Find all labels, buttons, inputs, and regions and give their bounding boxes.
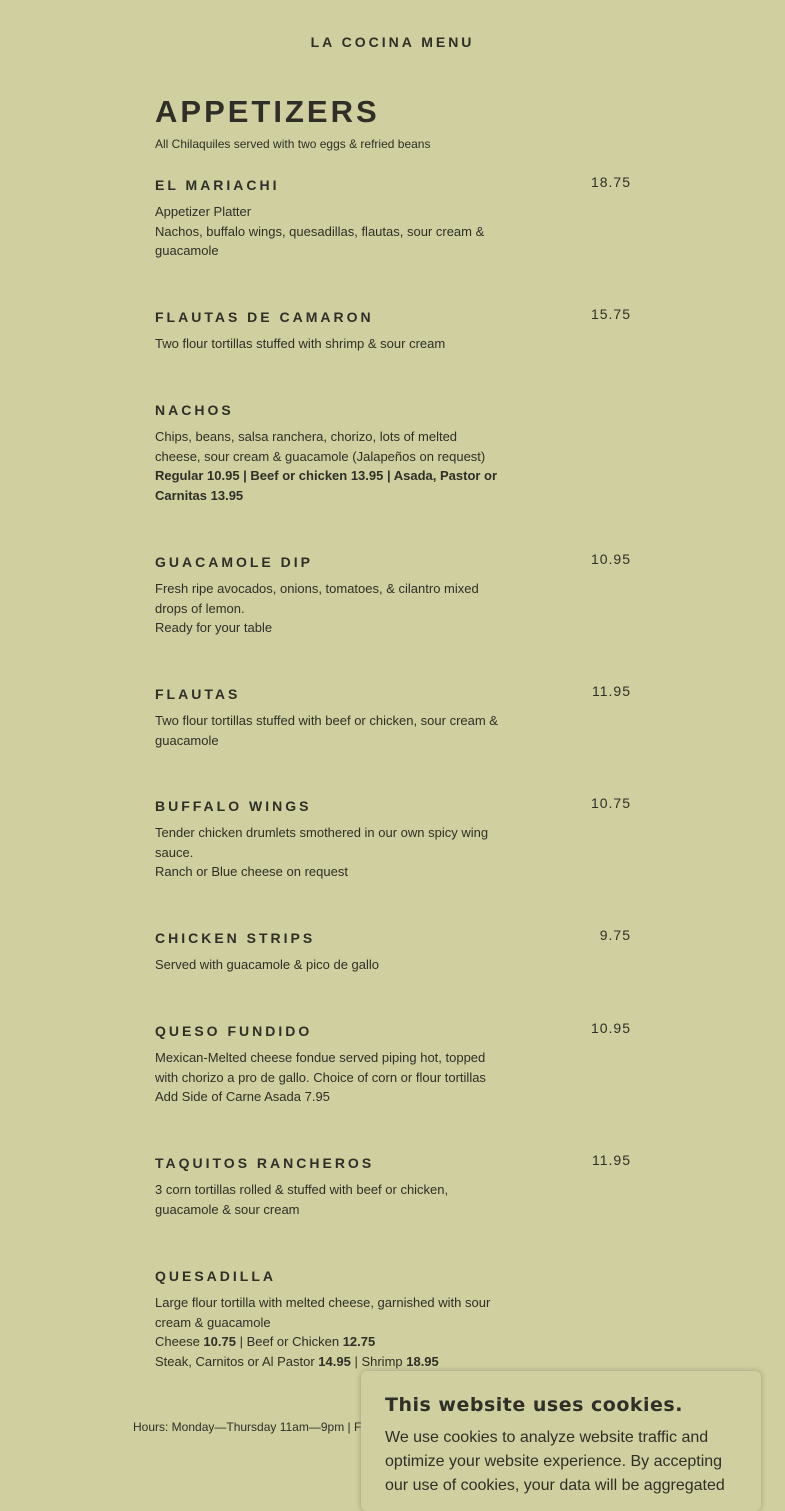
description-line: Fresh ripe avocados, onions, tomatoes, & cilantro mixed drops of lemon. — [155, 581, 479, 616]
item-description — [155, 579, 505, 638]
menu-item-nachos — [155, 401, 631, 505]
item-name: CHICKEN STRIPS — [155, 930, 316, 946]
description-line: Appetizer Platter — [155, 204, 252, 219]
description-line: Ready for your table — [155, 620, 273, 635]
menu-item-chicken-strips — [155, 929, 631, 975]
item-name: GUACAMOLE DIP — [155, 554, 313, 570]
menu-item-flautas — [155, 685, 631, 750]
cookie-banner — [361, 1371, 761, 1511]
description-line: Mexican-Melted cheese fondue served piping hot, topped with chorizo a pro de gallo. Choice of corn or flour tortillas — [155, 1050, 486, 1085]
site-title[interactable]: LA COCINA MENU — [310, 34, 475, 50]
item-description — [155, 1048, 505, 1107]
item-price: 10.95 — [590, 551, 631, 567]
item-price: 11.95 — [592, 683, 631, 699]
price-options: Regular 10.95 | Beef or chicken 13.95 | Asada, Pastor or Carnitas 13.95 — [155, 468, 498, 503]
description-line: Chips, beans, salsa ranchera, chorizo, lots of melted cheese, sour cream & guacamole (Jalapeños on request) — [155, 429, 486, 464]
description-line: Nachos, buffalo wings, quesadillas, flautas, sour cream & guacamole — [155, 223, 485, 258]
description-line: Tender chicken drumlets smothered in our own spicy wing sauce. — [155, 825, 489, 860]
description-line: Served with guacamole & pico de gallo — [155, 957, 380, 972]
item-name: QUESO FUNDIDO — [155, 1023, 313, 1039]
item-description — [155, 1180, 505, 1219]
menu-item-flautas-de-camaron — [155, 308, 631, 354]
price-option-row: Cheese 10.75 | Beef or Chicken 12.75 — [155, 1334, 376, 1349]
price-option-row: Steak, Carnitos or Al Pastor 14.95 | Shrimp 18.95 — [155, 1353, 439, 1369]
description-line: Two flour tortillas stuffed with beef or chicken, sour cream & guacamole — [155, 713, 498, 748]
item-name: NACHOS — [155, 402, 234, 418]
menu-item-taquitos-rancheros — [155, 1154, 631, 1219]
item-price: 10.95 — [590, 1020, 631, 1036]
item-description — [155, 955, 505, 975]
menu-item-guacamole-dip — [155, 553, 631, 638]
item-name: BUFFALO WINGS — [155, 798, 312, 814]
item-price: 15.75 — [590, 306, 631, 322]
item-price: 18.75 — [590, 174, 631, 190]
menu-item-queso-fundido — [155, 1022, 631, 1107]
item-description — [155, 823, 505, 882]
item-description — [155, 1293, 505, 1371]
item-description — [155, 427, 505, 505]
item-price: 9.75 — [599, 927, 631, 943]
section-title: APPETIZERS — [155, 94, 380, 129]
menu-item-el-mariachi — [155, 176, 631, 261]
item-name: FLAUTAS DE CAMARON — [155, 309, 374, 325]
item-name: FLAUTAS — [155, 686, 241, 702]
menu-item-buffalo-wings — [155, 797, 631, 882]
menu-item-quesadilla — [155, 1267, 631, 1371]
section-subtitle: All Chilaquiles served with two eggs & refried beans — [155, 137, 431, 151]
item-name: EL MARIACHI — [155, 177, 280, 193]
description-line: Add Side of Carne Asada 7.95 — [155, 1089, 330, 1104]
description-line: 3 corn tortillas rolled & stuffed with beef or chicken, guacamole & sour cream — [155, 1182, 449, 1217]
item-price: 10.75 — [590, 795, 631, 811]
item-description — [155, 202, 505, 261]
description-line: Large flour tortilla with melted cheese, garnished with sour cream & guacamole — [155, 1295, 491, 1330]
item-name: QUESADILLA — [155, 1268, 276, 1284]
cookie-banner-body: We use cookies to analyze website traffic and optimize your website experience. By accepting our use of cookies, your data will be aggregated — [385, 1429, 725, 1494]
description-line: Ranch or Blue cheese on request — [155, 864, 348, 879]
item-description — [155, 334, 505, 354]
item-description — [155, 711, 505, 750]
footer-hours: Hours: Monday—Thursday 11am—9pm | F — [133, 1420, 362, 1434]
item-name: TAQUITOS RANCHEROS — [155, 1155, 375, 1171]
description-line: Two flour tortillas stuffed with shrimp & sour cream — [155, 336, 446, 351]
cookie-banner-title: This website uses cookies. — [385, 1394, 683, 1416]
item-price: 11.95 — [592, 1152, 631, 1168]
